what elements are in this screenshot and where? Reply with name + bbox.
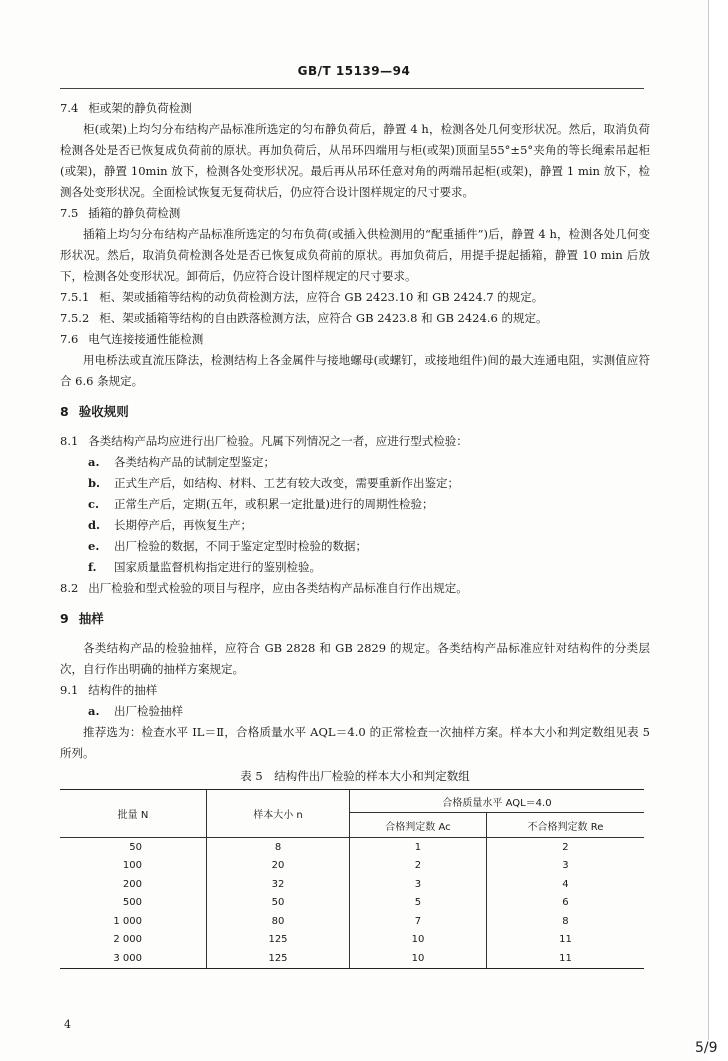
spacer: [60, 422, 650, 431]
table-cell: 50: [207, 894, 350, 913]
table-cell: 2: [350, 857, 487, 876]
table-cell: 1: [350, 838, 487, 857]
clause-number: 7.5.2: [60, 311, 90, 325]
clause-text: 柜或架的静负荷检测: [88, 101, 192, 115]
table-cell: 50: [60, 838, 207, 857]
table-cell: 500: [60, 894, 207, 913]
clause-number: 7.6: [60, 332, 79, 346]
page-number: 4: [64, 1018, 71, 1031]
list-item-text: 出厂检验抽样: [114, 704, 183, 718]
list-item: [60, 515, 650, 536]
table-row: [60, 949, 644, 968]
list-item: [60, 473, 650, 494]
clause: [60, 680, 650, 701]
header-aql: 合格质量水平 AQL＝4.0: [350, 790, 645, 813]
header-batch: 批量 N: [60, 790, 207, 838]
clause-number: 7.5: [60, 206, 79, 220]
section-heading: [60, 401, 650, 422]
table-cell: 2: [486, 838, 644, 857]
paragraph: 插箱上均匀分布结构产品标准所选定的匀布负荷(或插入供检测用的“配重插件”)后，静置 4 h，检测各处几何变形状况。然后，取消负荷检测各处是否已恢复成负荷前的原状。再加负荷后，用提手提起插箱，静置 10 min 后放下，检测各处变形状况。卸荷后，仍应符合设计图样规定的尺寸要求。: [60, 227, 650, 283]
table-cell: 80: [207, 912, 350, 931]
clause-text: 抽样: [78, 611, 104, 626]
list-item: [60, 494, 650, 515]
list-item-text: 正式生产后，如结构、材料、工艺有较大改变，需要重新作出鉴定；: [114, 476, 459, 490]
table-caption: 表 5 结构件出厂检验的样本大小和判定数组: [240, 769, 470, 783]
clause-text: 电气连接接通性能检测: [88, 332, 204, 346]
clause: [60, 203, 650, 224]
table-cell: 5: [350, 894, 487, 913]
list-item: [60, 557, 650, 578]
table-row: [60, 857, 644, 876]
clause-number: 7.4: [60, 101, 79, 115]
clause-text: 验收规则: [78, 404, 129, 419]
list-marker: a.: [88, 704, 100, 718]
table-row: [60, 875, 644, 894]
list-item-text: 出厂检验的数据，不同于鉴定定型时检验的数据；: [114, 539, 367, 553]
list-item-text: 长期停产后，再恢复生产；: [114, 518, 252, 532]
paragraph: 用电桥法或直流压降法，检测结构上各金属件与接地螺母(或螺钉，或接地组件)间的最大连通电阻，实测值应符合 6.6 条规定。: [60, 353, 650, 388]
table-cell: 8: [486, 912, 644, 931]
spacer: [60, 629, 650, 638]
table-cell: 20: [207, 857, 350, 876]
table-cell: 125: [207, 949, 350, 968]
table-cell: 32: [207, 875, 350, 894]
list-item-text: 各类结构产品的试制定型鉴定；: [114, 455, 275, 469]
sampling-table: [60, 789, 644, 969]
table-row: [60, 894, 644, 913]
page-counter: 5/9: [695, 1040, 718, 1056]
clause-text: 各类结构产品均应进行出厂检验。凡属下列情况之一者，应进行型式检验：: [88, 434, 468, 448]
table-cell: 2 000: [60, 931, 207, 950]
clause: [60, 308, 650, 329]
clause-text: 出厂检验和型式检验的项目与程序，应由各类结构产品标准自行作出规定。: [88, 581, 468, 595]
clause-text: 柜、架或插箱等结构的自由跌落检测方法，应符合 GB 2423.8 和 GB 2424.6 的规定。: [99, 311, 548, 325]
list-item: [60, 452, 650, 473]
table-cell: 4: [486, 875, 644, 894]
list-marker: c.: [88, 497, 100, 511]
clause-text: 结构件的抽样: [88, 683, 158, 697]
table-cell: 125: [207, 931, 350, 950]
paragraph: 柜(或架)上均匀分布结构产品标准所选定的匀布静负荷后，静置 4 h，检测各处几何变形状况。然后，取消负荷检测各处是否已恢复成负荷前的原状。再加负荷后，从吊环四端用与柜(或架)顶面呈55°±5°夹角的等长绳索吊起柜(或架)，静置 10min 放下，检测各处变形状况。最后再从吊环任意对角的两端吊起柜(或架)，静置 1 min 放下，检测各处变形状况。全面检试恢复无复荷状后，仍应符合设计图样规定的尺寸要求。: [60, 122, 650, 199]
table-cell: 100: [60, 857, 207, 876]
list-marker: f.: [88, 560, 97, 574]
clause: [60, 431, 650, 452]
list-marker: e.: [88, 539, 100, 553]
paragraph: 推荐选为：检查水平 IL＝Ⅱ，合格质量水平 AQL＝4.0 的正常检查一次抽样方案。样本大小和判定数组见表 5 所列。: [60, 725, 650, 760]
list-item-text: 国家质量监督机构指定进行的鉴别检验。: [114, 560, 321, 574]
clause-number: 9: [60, 611, 69, 626]
list-item-text: 正常生产后，定期(五年，或积累一定批量)进行的周期性检验；: [114, 497, 434, 511]
list-item: [60, 701, 650, 722]
table-cell: 11: [486, 949, 644, 968]
clause-number: 8.1: [60, 434, 79, 448]
clause-text: 插箱的静负荷检测: [88, 206, 181, 220]
clause: [60, 98, 650, 119]
header-sample-size: 样本大小 n: [207, 790, 350, 838]
table-cell: 200: [60, 875, 207, 894]
section-heading: [60, 608, 650, 629]
clause: [60, 329, 650, 350]
spacer: [60, 599, 650, 608]
clause-number: 7.5.1: [60, 290, 90, 304]
spacer: [60, 392, 650, 401]
paragraph: 各类结构产品的检验抽样，应符合 GB 2828 和 GB 2829 的规定。各类结构产品标准应针对结构件的分类层次，自行作出明确的抽样方案规定。: [60, 641, 650, 676]
list-marker: d.: [88, 518, 101, 532]
list-marker: a.: [88, 455, 100, 469]
clause-number: 8: [60, 404, 69, 419]
header-accept-number: 合格判定数 Ac: [350, 813, 487, 838]
table-cell: 10: [350, 949, 487, 968]
clause: [60, 287, 650, 308]
table-cell: 8: [207, 838, 350, 857]
table-cell: 11: [486, 931, 644, 950]
clause-text: 柜、架或插箱等结构的动负荷检测方法，应符合 GB 2423.10 和 GB 2424.7 的规定。: [99, 290, 544, 304]
table-cell: 10: [350, 931, 487, 950]
table-row: [60, 931, 644, 950]
table-row: [60, 838, 644, 857]
table-cell: 6: [486, 894, 644, 913]
page-edge-line: [708, 0, 709, 1040]
list-marker: b.: [88, 476, 101, 490]
table-cell: 3: [350, 875, 487, 894]
body-content: [60, 98, 650, 969]
table-cell: 1 000: [60, 912, 207, 931]
table-cell: 3 000: [60, 949, 207, 968]
table-cell: 7: [350, 912, 487, 931]
header-rule: [60, 88, 644, 89]
clause: [60, 578, 650, 599]
table-cell: 3: [486, 857, 644, 876]
clause-number: 8.2: [60, 581, 79, 595]
table-row: [60, 912, 644, 931]
standard-code-header: GB/T 15139—94: [297, 64, 411, 78]
header-reject-number: 不合格判定数 Re: [486, 813, 644, 838]
list-item: [60, 536, 650, 557]
clause-number: 9.1: [60, 683, 79, 697]
